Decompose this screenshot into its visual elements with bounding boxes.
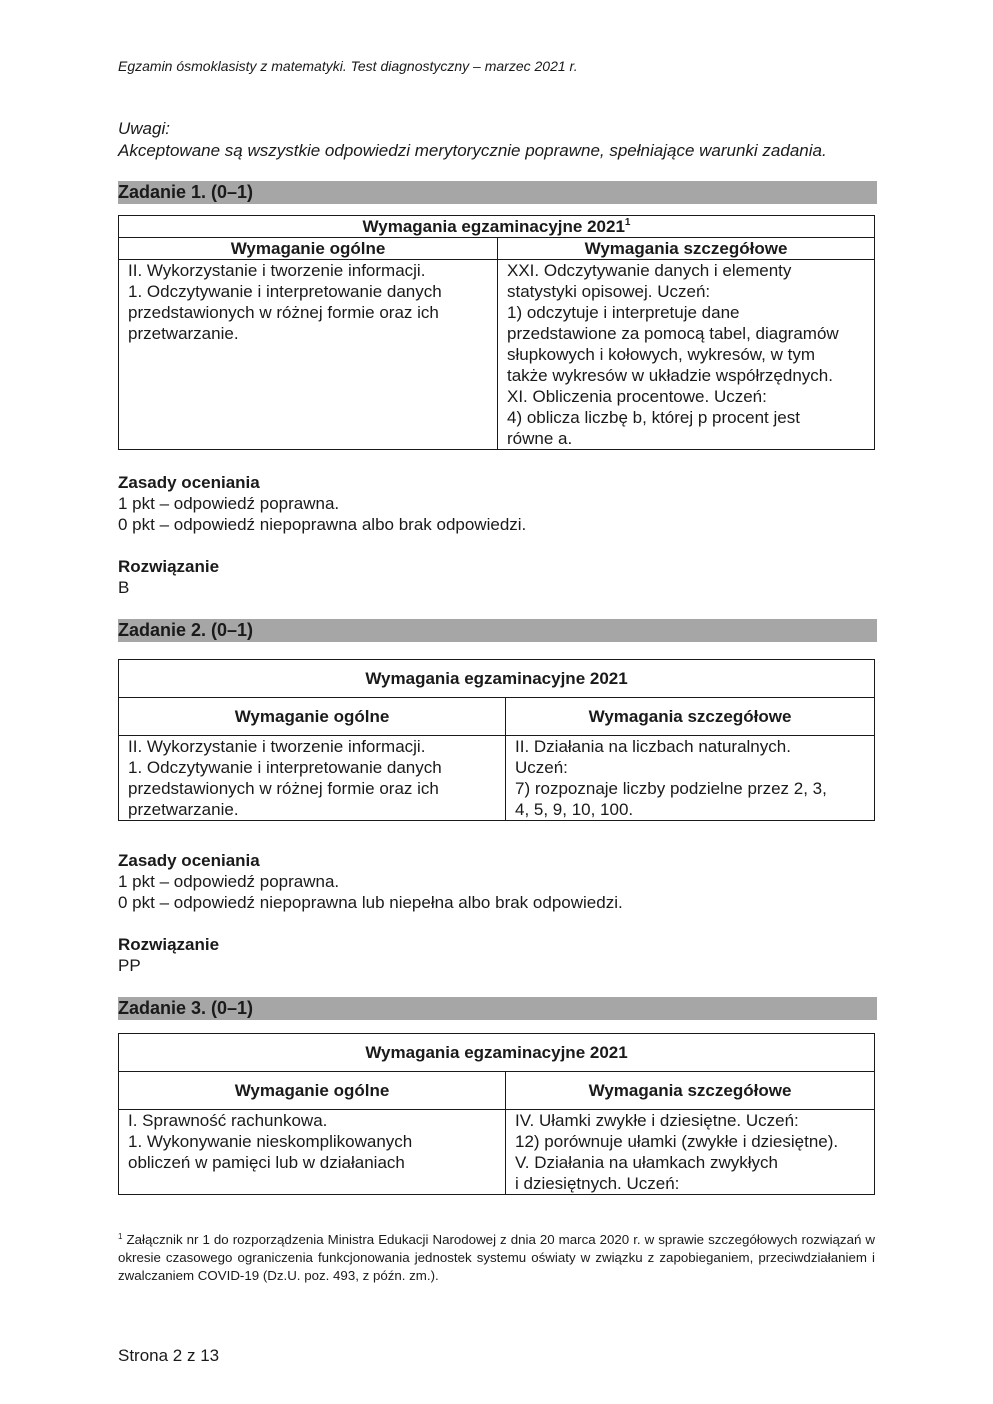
task-2-requirements-table (118, 659, 875, 821)
task-1-requirements-table (118, 215, 875, 450)
notes-title: Uwagi: (118, 119, 170, 138)
task-1-heading: Zadanie 1. (0–1) (118, 181, 877, 204)
solution-title: Rozwiązanie (118, 557, 220, 576)
notes-text: Akceptowane są wszystkie odpowiedzi merytorycznie poprawne, spełniające warunki zadania. (118, 141, 827, 160)
solution-title: Rozwiązanie (118, 935, 220, 954)
task-3-heading: Zadanie 3. (0–1) (118, 997, 877, 1020)
footnote-text: Załącznik nr 1 do rozporządzenia Ministra Edukacji Narodowej z dnia 20 marca 2020 r. w sprawie szczegółowych rozwiązań w okresie czasowego ograniczenia funkcjonowania jednostek systemu oświaty w związku z zapobieganiem, przeciwdziałaniem i zwalczaniem COVID-19 (Dz.U. poz. 493, z późn. zm.). (118, 1232, 875, 1283)
task-2-heading: Zadanie 2. (0–1) (118, 619, 877, 642)
solution-answer: PP (118, 956, 141, 975)
footnote (118, 1231, 875, 1285)
detailed-requirements-cell: XXI. Odczytywanie danych i elementy statystyki opisowej. Uczeń: 1) odczytuje i interpretuje dane przedstawione za pomocą tabel, diagramów słupkowych i kołowych, wykresów, w tym także wykresów w układzie współrzędnych. XI. Obliczenia procentowe. Uczeń: 4) oblicza liczbę b, której p procent jest równe a. (498, 260, 875, 450)
detailed-requirements-cell: II. Działania na liczbach naturalnych. Uczeń: 7) rozpoznaje liczby podzielne przez 2, 3, 4, 5, 9, 10, 100. (506, 736, 875, 821)
scoring-rule: 1 pkt – odpowiedź poprawna. (118, 494, 340, 513)
column-header-detailed: Wymagania szczegółowe (498, 238, 875, 260)
table-title: Wymagania egzaminacyjne 2021$^1$ (119, 216, 875, 238)
scoring-title: Zasady oceniania (118, 473, 260, 492)
table-title: Wymagania egzaminacyjne 2021 (119, 1034, 875, 1072)
scoring-title: Zasady oceniania (118, 851, 260, 870)
column-header-general: Wymaganie ogólne (119, 1072, 506, 1110)
solution-answer: B (118, 578, 130, 597)
task-3-requirements-table (118, 1033, 875, 1195)
general-requirement-cell: II. Wykorzystanie i tworzenie informacji. 1. Odczytywanie i interpretowanie danych przedstawionych w różnej formie oraz ich przetwarzanie. (119, 260, 498, 450)
column-header-general: Wymaganie ogólne (119, 698, 506, 736)
page-number: Strona 2 z 13 (118, 1346, 220, 1365)
detailed-requirements-cell: IV. Ułamki zwykłe i dziesiętne. Uczeń: 12) porównuje ułamki (zwykłe i dziesiętne). V. Działania na ułamkach zwykłych i dziesiętnych. Uczeń: (506, 1110, 875, 1195)
notes (118, 118, 827, 162)
task-1-solution (118, 556, 219, 598)
task-2-scoring (118, 850, 623, 913)
scoring-rule: 0 pkt – odpowiedź niepoprawna albo brak odpowiedzi. (118, 515, 527, 534)
column-header-detailed: Wymagania szczegółowe (506, 698, 875, 736)
column-header-detailed: Wymagania szczegółowe (506, 1072, 875, 1110)
column-header-general: Wymaganie ogólne (119, 238, 498, 260)
task-1-scoring (118, 472, 526, 535)
running-header: Egzamin ósmoklasisty z matematyki. Test diagnostyczny – marzec 2021 r. (118, 58, 578, 74)
table-title: Wymagania egzaminacyjne 2021 (119, 660, 875, 698)
scoring-rule: 1 pkt – odpowiedź poprawna. (118, 872, 340, 891)
footnote-ref: 1 (624, 217, 631, 228)
task-2-solution (118, 934, 219, 976)
general-requirement-cell: II. Wykorzystanie i tworzenie informacji. 1. Odczytywanie i interpretowanie danych przedstawionych w różnej formie oraz ich przetwarzanie. (119, 736, 506, 821)
scoring-rule: 0 pkt – odpowiedź niepoprawna lub niepełna albo brak odpowiedzi. (118, 893, 623, 912)
general-requirement-cell: I. Sprawność rachunkowa. 1. Wykonywanie nieskomplikowanych obliczeń w pamięci lub w działaniach (119, 1110, 506, 1195)
footnote-marker: 1 (118, 1232, 123, 1241)
